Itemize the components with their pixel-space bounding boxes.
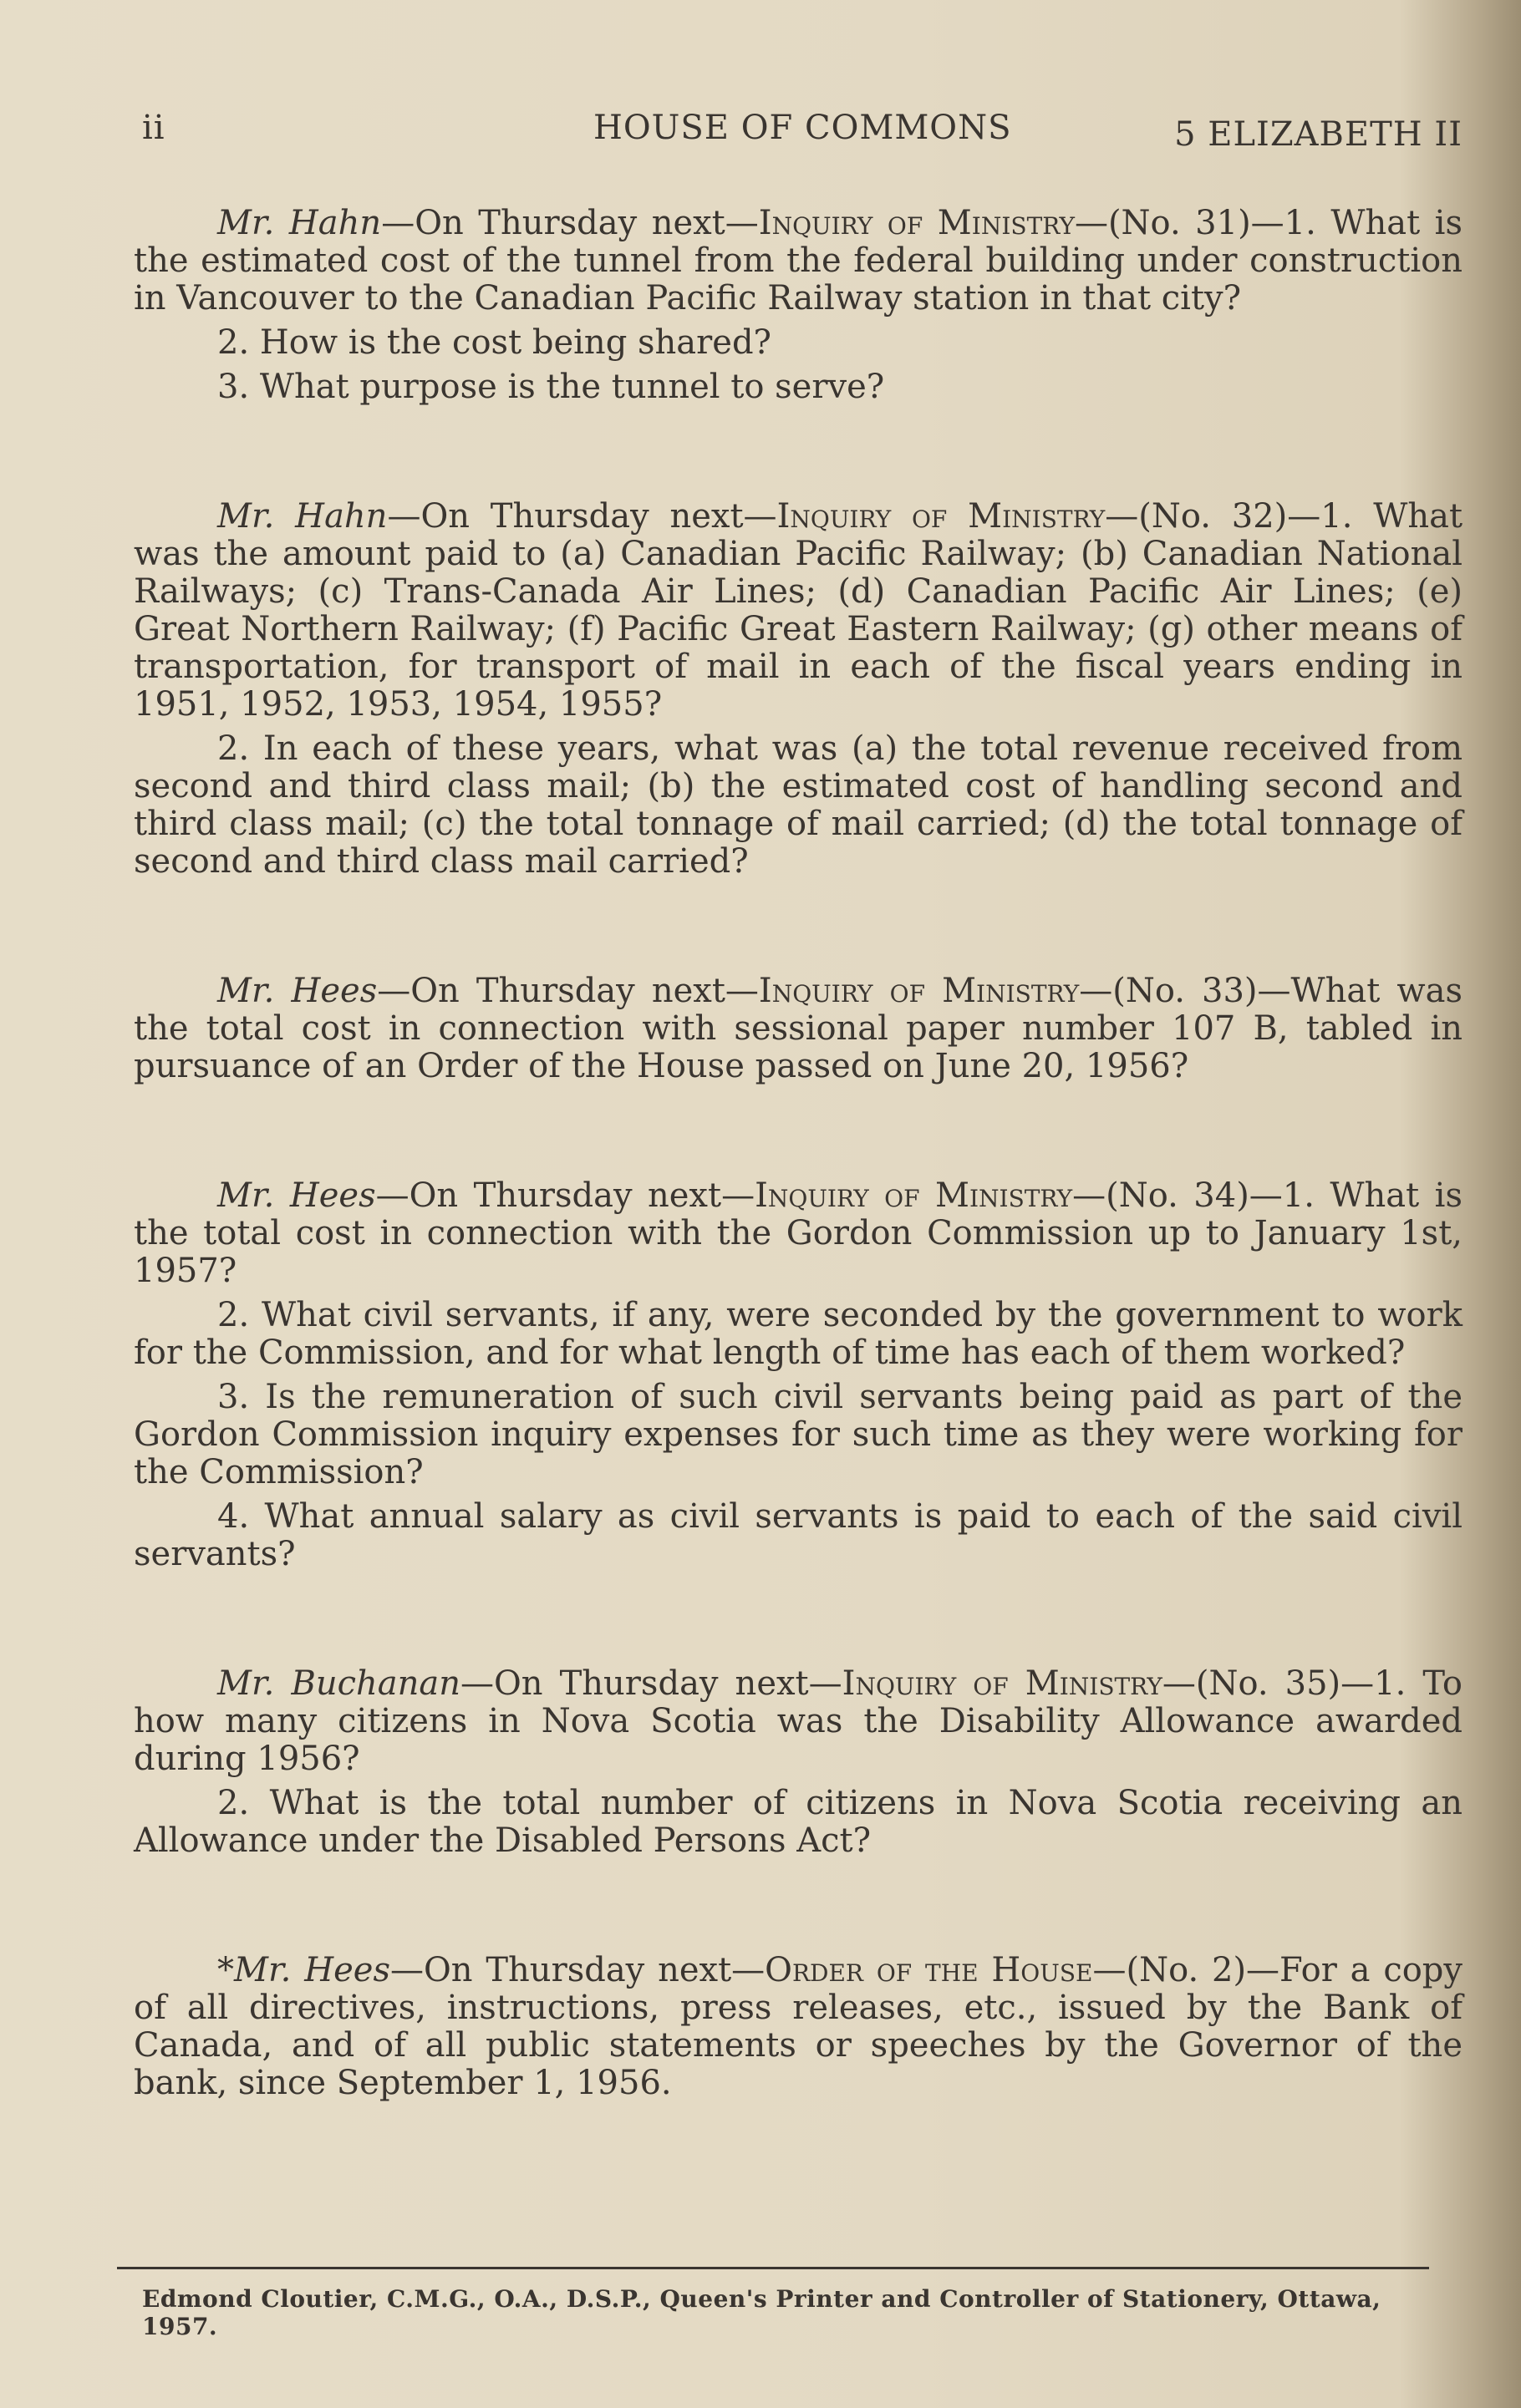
question-lead: —On Thursday next—	[377, 972, 759, 1010]
sub-question: 2. What civil servants, if any, were seconded by the government to work for the Commission, and for what length of time has each of them worked?	[134, 1296, 1462, 1372]
question-lead: —On Thursday next—	[375, 1176, 755, 1215]
question-text: —(No. 31)—1. What is the estimated cost of the tunnel from the federal building under construction in Vancouver to the Canadian Pacific Railway station in that city?	[134, 204, 1463, 318]
question-entry	[134, 205, 1462, 406]
question-lead: —On Thursday next—	[460, 1664, 842, 1703]
member-name: Mr. Hahn	[217, 204, 382, 242]
question-text: —(No. 2)—For a copy of all directives, instructions, press releases, etc., issued by the Bank of Canada, and of all public statements or speeches by the Governor of the bank, since September 1, 1956.	[134, 1951, 1463, 2102]
question-paragraph	[134, 205, 1462, 318]
question-text: —(No. 35)—1. To how many citizens in Nova Scotia was the Disability Allowance awarded during 1956?	[134, 1664, 1463, 1778]
member-name: Mr. Hees	[217, 972, 378, 1010]
question-paragraph	[134, 1665, 1462, 1778]
question-entry	[134, 1952, 1462, 2102]
member-name: Mr. Hahn	[217, 497, 388, 536]
question-type: Order of the House	[765, 1951, 1093, 1989]
header-title: HOUSE OF COMMONS	[593, 109, 1012, 147]
question-type: Inquiry of Ministry	[758, 972, 1080, 1010]
sub-question: 4. What annual salary as civil servants is paid to each of the said civil servants?	[134, 1497, 1462, 1573]
printer-imprint: Edmond Cloutier, C.M.G., O.A., D.S.P., Queen's Printer and Controller of Stationery, Ottawa, 1957.	[142, 2285, 1381, 2340]
page-number: ii	[142, 109, 165, 147]
sub-question: 2. In each of these years, what was (a) the total revenue received from second and third class mail; (b) the estimated cost of handling second and third class mail; (c) the total tonnage of mail carried; (d) the total tonnage of second and third class mail carried?	[134, 729, 1462, 881]
member-name: *Mr. Hees	[217, 1951, 390, 1989]
footer-divider	[117, 2267, 1429, 2269]
question-entry	[134, 973, 1462, 1085]
question-text: —(No. 34)—1. What is the total cost in connection with the Gordon Commission up to January 1st, 1957?	[134, 1176, 1463, 1290]
question-type: Inquiry of Ministry	[776, 497, 1106, 536]
question-entry	[134, 498, 1462, 881]
question-lead: —On Thursday next—	[389, 1951, 766, 1989]
question-entry	[134, 1177, 1462, 1573]
sub-question: 2. What is the total number of citizens in Nova Scotia receiving an Allowance under the Disabled Persons Act?	[134, 1784, 1462, 1860]
member-name: Mr. Buchanan	[217, 1664, 460, 1703]
question-type: Inquiry of Ministry	[842, 1664, 1162, 1703]
sub-question: 3. Is the remuneration of such civil servants being paid as part of the Gordon Commission inquiry expenses for such time as they were working for the Commission?	[134, 1378, 1462, 1491]
sub-question: 3. What purpose is the tunnel to serve?	[217, 368, 885, 406]
question-entry	[134, 1665, 1462, 1860]
question-lead: —On Thursday next—	[381, 204, 759, 242]
question-text: —(No. 32)—1. What was the amount paid to (a) Canadian Pacific Railway; (b) Canadian National Railways; (c) Trans-Canada Air Lines; (d) Canadian Pacific Air Lines; (e) Great Northern Railway; (f) Pacific Great Eastern Railway; (g) other means of transportation, for transport of mail in each of the fiscal years ending in 1951, 1952, 1953, 1954, 1955?	[134, 497, 1463, 724]
question-paragraph	[134, 498, 1462, 724]
notice-paper-body	[134, 205, 1462, 2194]
question-paragraph	[134, 1952, 1462, 2102]
member-name: Mr. Hees	[217, 1176, 376, 1215]
question-type: Inquiry of Ministry	[758, 204, 1075, 242]
question-text: —(No. 33)—What was the total cost in connection with sessional paper number 107 B, tabled in pursuance of an Order of the House passed on June 20, 1956?	[134, 972, 1463, 1085]
running-header	[142, 109, 1462, 159]
header-session: 5 ELIZABETH II	[1174, 115, 1462, 154]
sub-question: 2. How is the cost being shared?	[217, 323, 771, 362]
question-paragraph	[134, 973, 1462, 1085]
question-type: Inquiry of Ministry	[755, 1176, 1073, 1215]
question-paragraph	[134, 1177, 1462, 1290]
question-lead: —On Thursday next—	[387, 497, 777, 536]
